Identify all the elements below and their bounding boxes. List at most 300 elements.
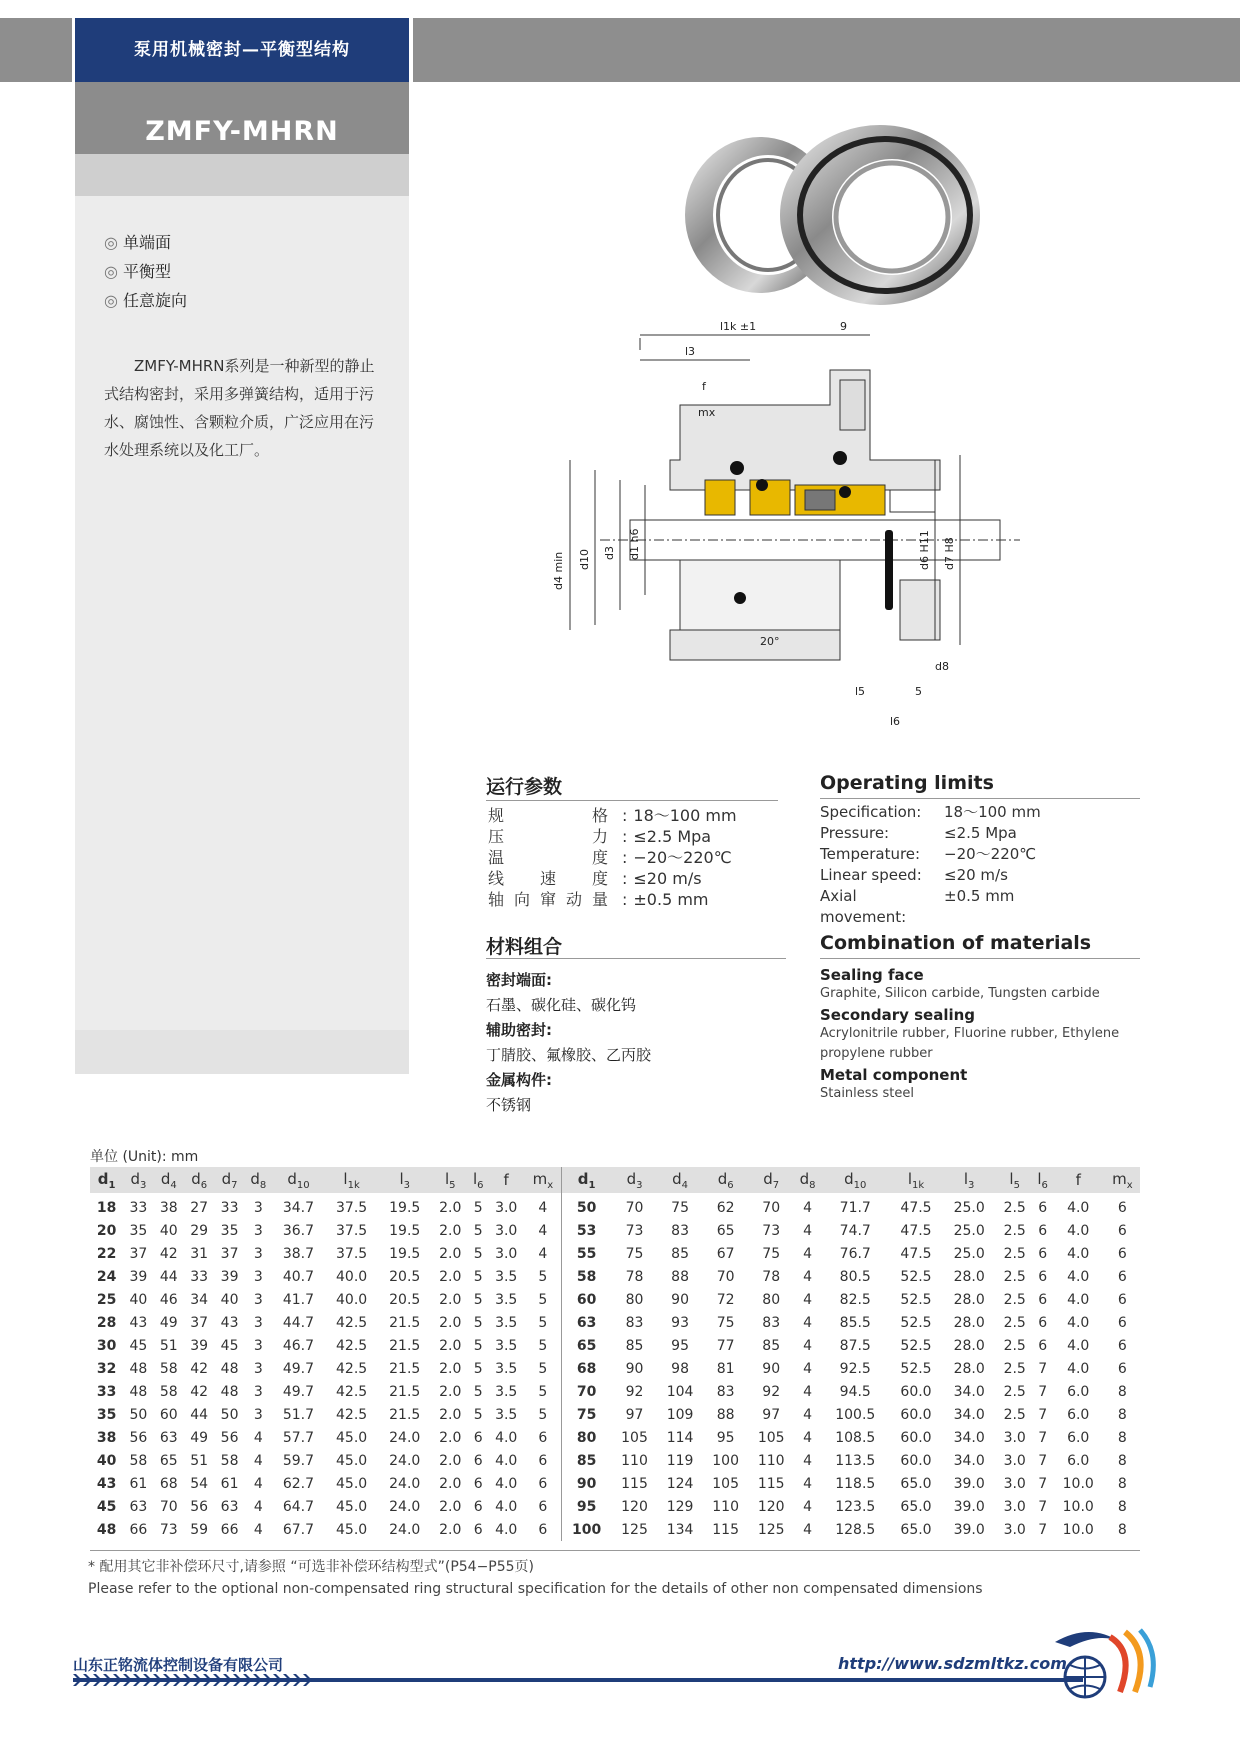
- table-row: [90, 1265, 1140, 1288]
- table-cell: 3.5: [495, 1337, 518, 1354]
- table-cell: 2.0: [439, 1222, 462, 1239]
- table-cell: 3.5: [495, 1268, 518, 1285]
- svg-text:d3: d3: [603, 546, 616, 560]
- feature-list: [104, 228, 187, 315]
- table-cell: 8: [1117, 1429, 1127, 1446]
- table-cell: 2.0: [439, 1429, 462, 1446]
- dimension-table: [90, 1167, 1140, 1541]
- column-header-l6: $l_6$: [469, 1167, 487, 1193]
- company-logo-icon: [1050, 1622, 1160, 1702]
- table-cell: 3: [253, 1383, 263, 1400]
- table-cell: 21.5: [389, 1383, 421, 1400]
- table-cell: 6: [538, 1475, 548, 1492]
- table-cell: 48: [129, 1360, 148, 1377]
- table-cell: 19.5: [389, 1200, 421, 1216]
- table-cell: 48: [220, 1360, 239, 1377]
- header-grey-left: [0, 18, 72, 82]
- table-row: [90, 1518, 1140, 1541]
- column-header-d3: $d_3$: [123, 1167, 153, 1193]
- table-cell: 4.0: [1067, 1314, 1090, 1331]
- table-cell: 4: [538, 1222, 548, 1239]
- table-cell: 6.0: [1067, 1429, 1090, 1446]
- table-cell: 110: [621, 1452, 648, 1469]
- table-cell: 32: [96, 1360, 117, 1377]
- table-cell: 80.5: [839, 1268, 871, 1285]
- column-header-d7: $d_7$: [214, 1167, 244, 1193]
- table-cell: 70: [159, 1498, 178, 1515]
- table-cell: 42.5: [336, 1314, 368, 1331]
- table-cell: 73: [159, 1521, 178, 1538]
- table-cell: 4: [803, 1429, 812, 1446]
- operating-cn-title: 运行参数: [486, 776, 563, 798]
- table-cell: 4: [803, 1291, 812, 1308]
- model-title: ZMFY-MHRN: [75, 82, 409, 154]
- table-cell: 40.0: [336, 1291, 368, 1308]
- table-cell: 6.0: [1067, 1406, 1090, 1423]
- table-cell: 5: [473, 1200, 483, 1216]
- table-cell: 4: [803, 1475, 812, 1492]
- footnote-cn: * 配用其它非补偿环尺寸,请参照 “可选非补偿环结构型式”(P54−P55页): [88, 1559, 535, 1575]
- table-cell: 4: [803, 1406, 812, 1423]
- table-cell: 6.0: [1067, 1383, 1090, 1400]
- table-cell: 31: [190, 1245, 209, 1262]
- table-cell: 65.0: [900, 1498, 932, 1515]
- table-cell: 80: [561, 1426, 612, 1449]
- table-cell: 74.7: [839, 1222, 871, 1239]
- table-cell: 7: [1038, 1475, 1048, 1492]
- column-header-mx: $m_x$: [1105, 1167, 1140, 1193]
- table-cell: 70: [762, 1200, 781, 1216]
- table-cell: 3: [253, 1222, 263, 1239]
- param-label: Temperature:: [820, 845, 921, 863]
- table-cell: 6: [1117, 1245, 1127, 1262]
- table-row: [90, 1242, 1140, 1265]
- table-cell: 60.0: [900, 1452, 932, 1469]
- table-cell: 5: [538, 1406, 548, 1423]
- table-cell: 6: [1117, 1314, 1127, 1331]
- divider: [820, 798, 1140, 799]
- table-cell: 76.7: [839, 1245, 871, 1262]
- table-row: [90, 1288, 1140, 1311]
- table-cell: 36.7: [282, 1222, 315, 1239]
- table-cell: 58: [159, 1383, 178, 1400]
- table-cell: 28: [96, 1314, 117, 1331]
- table-cell: 34.0: [953, 1429, 985, 1446]
- table-cell: 3.0: [1003, 1452, 1026, 1469]
- param-label: 线速度: [488, 869, 608, 888]
- table-row: [90, 1193, 1140, 1219]
- table-cell: 4: [253, 1452, 263, 1469]
- table-cell: 71.7: [839, 1200, 871, 1216]
- table-cell: 95: [716, 1429, 735, 1446]
- column-header-d6: $d_6$: [184, 1167, 214, 1193]
- table-cell: 45.0: [336, 1498, 368, 1515]
- table-cell: 40.7: [282, 1268, 315, 1285]
- table-cell: 63: [129, 1498, 148, 1515]
- column-header-d4: $d_4$: [657, 1167, 703, 1193]
- table-cell: 4: [803, 1222, 812, 1239]
- table-cell: 40: [96, 1452, 117, 1469]
- table-cell: 4: [253, 1429, 263, 1446]
- table-cell: 4: [253, 1521, 263, 1538]
- table-cell: 92: [762, 1383, 781, 1400]
- table-cell: 58: [220, 1452, 239, 1469]
- table-cell: 70: [625, 1200, 644, 1216]
- table-cell: 90: [625, 1360, 644, 1377]
- column-header-d6: $d_6$: [703, 1167, 749, 1193]
- table-cell: 39.0: [953, 1498, 985, 1515]
- sidebar-lower-band: [75, 1030, 409, 1074]
- table-cell: 6: [1038, 1245, 1048, 1262]
- table-cell: 92.5: [839, 1360, 871, 1377]
- material-value: Graphite, Silicon carbide, Tungsten carbide: [820, 986, 1100, 1001]
- table-cell: 66: [129, 1521, 148, 1538]
- table-cell: 42: [190, 1360, 209, 1377]
- table-cell: 4: [803, 1337, 812, 1354]
- table-cell: 110: [712, 1498, 739, 1515]
- table-cell: 3: [253, 1314, 263, 1331]
- column-header-mx: $m_x$: [525, 1167, 561, 1193]
- table-cell: 85: [625, 1337, 644, 1354]
- table-cell: 3.0: [1003, 1521, 1026, 1538]
- table-row: [90, 1449, 1140, 1472]
- param-value: −20～220℃: [633, 848, 732, 867]
- table-cell: 80: [762, 1291, 781, 1308]
- table-cell: 5: [473, 1360, 483, 1377]
- param-label: 规格: [488, 806, 608, 825]
- table-cell: 59.7: [282, 1452, 315, 1469]
- table-cell: 21.5: [389, 1406, 421, 1423]
- table-cell: 2.0: [439, 1337, 462, 1354]
- table-cell: 61: [129, 1475, 148, 1492]
- table-cell: 5: [473, 1314, 483, 1331]
- table-cell: 110: [757, 1452, 785, 1469]
- table-cell: 21.5: [389, 1360, 421, 1377]
- table-cell: 45.0: [336, 1452, 368, 1469]
- table-cell: 75: [716, 1314, 735, 1331]
- param-value: ±0.5 mm: [944, 887, 1015, 905]
- table-cell: 90: [561, 1472, 612, 1495]
- unit-label: 单位 (Unit): mm: [90, 1149, 199, 1165]
- table-cell: 4: [253, 1498, 263, 1515]
- table-cell: 119: [666, 1452, 694, 1469]
- table-cell: 3: [253, 1268, 263, 1285]
- table-cell: 4: [803, 1268, 812, 1285]
- table-cell: 24.0: [389, 1475, 421, 1492]
- table-cell: 4.0: [495, 1452, 518, 1469]
- table-cell: 44.7: [282, 1314, 315, 1331]
- website-link[interactable]: http://www.sdzmltkz.com: [838, 1654, 1067, 1673]
- table-cell: 58: [159, 1360, 178, 1377]
- table-cell: 6: [1117, 1268, 1127, 1285]
- table-cell: 95: [671, 1337, 689, 1354]
- table-cell: 2.5: [1003, 1337, 1026, 1354]
- table-cell: 98: [671, 1360, 689, 1377]
- table-cell: 37: [220, 1245, 239, 1262]
- table-cell: 7: [1038, 1406, 1048, 1423]
- table-cell: 20: [96, 1222, 117, 1239]
- table-cell: 114: [666, 1429, 694, 1446]
- table-cell: 2.0: [439, 1268, 462, 1285]
- table-cell: 49.7: [282, 1360, 315, 1377]
- table-cell: 43: [220, 1314, 239, 1331]
- table-cell: 7: [1038, 1383, 1048, 1400]
- table-cell: 52.5: [900, 1337, 932, 1354]
- table-cell: 2.0: [439, 1200, 462, 1216]
- table-cell: 125: [621, 1521, 648, 1538]
- table-cell: 2.0: [439, 1383, 462, 1400]
- table-cell: 3: [253, 1245, 263, 1262]
- table-cell: 128.5: [835, 1521, 876, 1538]
- svg-text:f: f: [702, 380, 706, 393]
- table-cell: 34: [190, 1291, 209, 1308]
- table-cell: 5: [538, 1268, 548, 1285]
- table-cell: 6: [1117, 1200, 1127, 1216]
- table-cell: 4.0: [1067, 1245, 1090, 1262]
- table-cell: 88: [716, 1406, 735, 1423]
- table-cell: 34.0: [953, 1383, 985, 1400]
- table-cell: 2.0: [439, 1498, 462, 1515]
- table-cell: 4.0: [495, 1429, 518, 1446]
- table-cell: 21.5: [389, 1314, 421, 1331]
- param-value: ≤2.5 Mpa: [633, 827, 712, 846]
- seal-section-drawing: [540, 320, 1040, 740]
- table-cell: 66: [220, 1521, 239, 1538]
- material-label: Sealing face: [820, 966, 924, 984]
- table-cell: 2.0: [439, 1521, 462, 1538]
- table-cell: 63: [220, 1498, 239, 1515]
- table-cell: 2.5: [1003, 1383, 1026, 1400]
- table-cell: 39: [220, 1268, 239, 1285]
- svg-text:d1 h6: d1 h6: [628, 528, 641, 560]
- param-label: Axial movement:: [820, 887, 907, 926]
- table-cell: 28.0: [953, 1360, 985, 1377]
- table-cell: 62.7: [282, 1475, 315, 1492]
- table-cell: 4: [538, 1245, 548, 1262]
- table-cell: 60: [159, 1406, 178, 1423]
- table-cell: 4.0: [1067, 1360, 1090, 1377]
- table-cell: 3: [253, 1406, 263, 1423]
- table-cell: 63: [561, 1311, 612, 1334]
- table-cell: 24.0: [389, 1521, 421, 1538]
- table-cell: 65: [716, 1222, 735, 1239]
- table-cell: 2.0: [439, 1314, 462, 1331]
- table-cell: 43: [96, 1475, 117, 1492]
- table-cell: 6.0: [1067, 1452, 1090, 1469]
- table-cell: 22: [96, 1245, 117, 1262]
- table-cell: 59: [190, 1521, 209, 1538]
- material-value: 丁腈胶、氟橡胶、乙丙胶: [486, 1046, 652, 1064]
- table-cell: 2.5: [1003, 1360, 1026, 1377]
- column-header-f: f: [1052, 1167, 1105, 1193]
- table-cell: 49: [159, 1314, 178, 1331]
- table-cell: 4.0: [1067, 1200, 1090, 1216]
- table-cell: 10.0: [1062, 1521, 1094, 1538]
- table-cell: 51: [190, 1452, 209, 1469]
- table-cell: 49.7: [282, 1383, 315, 1400]
- table-bottom-rule: [90, 1550, 1140, 1551]
- header-grey-right: [413, 18, 1240, 82]
- table-cell: 2.5: [1003, 1406, 1026, 1423]
- table-cell: 5: [473, 1268, 483, 1285]
- svg-text:d7 H8: d7 H8: [943, 537, 956, 570]
- table-cell: 4: [803, 1383, 812, 1400]
- table-cell: 44: [190, 1406, 209, 1423]
- table-cell: 90: [671, 1291, 689, 1308]
- table-cell: 73: [625, 1222, 644, 1239]
- table-cell: 124: [666, 1475, 694, 1492]
- table-cell: 40: [159, 1222, 178, 1239]
- column-header-d1: $d_1$: [561, 1167, 612, 1193]
- table-cell: 64.7: [282, 1498, 315, 1515]
- table-cell: 118.5: [835, 1475, 876, 1492]
- param-value: −20～220℃: [944, 845, 1037, 863]
- param-label: 轴向窜动量: [488, 890, 608, 909]
- table-cell: 52.5: [900, 1291, 932, 1308]
- param-value: 18～100 mm: [633, 806, 737, 825]
- divider: [820, 958, 1140, 959]
- column-header-l5: $l_5$: [431, 1167, 469, 1193]
- param-label: Linear speed:: [820, 866, 922, 884]
- table-cell: 48: [220, 1383, 239, 1400]
- operating-cn-list: 规格 : 18～100 mm 压力 : ≤2.5 Mpa 温度 : −20～220℃ 线速度 : ≤20 m/s 轴向窜动量 : ±0.5 mm: [488, 806, 737, 909]
- table-cell: 33: [129, 1200, 148, 1216]
- table-cell: 60.0: [900, 1429, 932, 1446]
- operating-en-title: Operating limits: [820, 772, 994, 794]
- table-cell: 4: [803, 1521, 812, 1538]
- table-cell: 100: [561, 1518, 612, 1541]
- table-cell: 7: [1038, 1429, 1048, 1446]
- divider: [486, 800, 778, 801]
- table-cell: 3.0: [1003, 1429, 1026, 1446]
- svg-text:mx: mx: [698, 406, 716, 419]
- table-cell: 10.0: [1062, 1498, 1094, 1515]
- material-label: Metal component: [820, 1066, 968, 1084]
- table-cell: 46: [159, 1291, 178, 1308]
- table-cell: 5: [538, 1314, 548, 1331]
- table-cell: 48: [96, 1521, 117, 1538]
- table-cell: 20.5: [389, 1268, 421, 1285]
- table-cell: 19.5: [389, 1245, 421, 1262]
- column-header-d7: $d_7$: [748, 1167, 794, 1193]
- param-value: 18～100 mm: [944, 803, 1041, 821]
- table-cell: 54: [190, 1475, 209, 1492]
- table-cell: 80: [625, 1291, 644, 1308]
- material-value: 不锈钢: [486, 1096, 532, 1114]
- table-cell: 5: [473, 1245, 483, 1262]
- table-cell: 42.5: [336, 1360, 368, 1377]
- table-cell: 56: [190, 1498, 209, 1515]
- table-cell: 43: [129, 1314, 148, 1331]
- table-cell: 48: [129, 1383, 148, 1400]
- table-cell: 65: [561, 1334, 612, 1357]
- table-cell: 113.5: [835, 1452, 876, 1469]
- table-cell: 37.5: [336, 1222, 368, 1239]
- table-cell: 6: [1038, 1268, 1048, 1285]
- table-cell: 28.0: [953, 1314, 985, 1331]
- table-cell: 8: [1117, 1383, 1127, 1400]
- table-cell: 109: [666, 1406, 694, 1423]
- table-cell: 83: [625, 1314, 644, 1331]
- table-cell: 2.5: [1003, 1245, 1026, 1262]
- table-cell: 49: [190, 1429, 209, 1446]
- table-cell: 21.5: [389, 1337, 421, 1354]
- table-cell: 75: [625, 1245, 644, 1262]
- footnote: [88, 1556, 983, 1600]
- table-cell: 56: [129, 1429, 148, 1446]
- table-cell: 4: [803, 1314, 812, 1331]
- table-cell: 6: [473, 1521, 483, 1538]
- table-cell: 60: [561, 1288, 612, 1311]
- table-cell: 6: [538, 1452, 548, 1469]
- column-header-l1k: $l_{1k}$: [889, 1167, 942, 1193]
- table-cell: 94.5: [839, 1383, 871, 1400]
- table-cell: 56: [220, 1429, 239, 1446]
- table-cell: 2.0: [439, 1475, 462, 1492]
- table-cell: 4.0: [495, 1521, 518, 1538]
- table-cell: 85: [671, 1245, 689, 1262]
- table-cell: 58: [561, 1265, 612, 1288]
- table-cell: 29: [190, 1222, 209, 1239]
- table-cell: 47.5: [900, 1245, 932, 1262]
- table-cell: 83: [762, 1314, 781, 1331]
- table-cell: 57.7: [282, 1429, 315, 1446]
- footer-chevrons: [73, 1674, 323, 1686]
- table-cell: 7: [1038, 1498, 1048, 1515]
- table-cell: 45: [220, 1337, 239, 1354]
- table-cell: 28.0: [953, 1268, 985, 1285]
- table-cell: 73: [762, 1222, 781, 1239]
- table-cell: 50: [220, 1406, 239, 1423]
- material-value: Acrylonitrile rubber, Fluorine rubber, Ethylene propylene rubber: [820, 1026, 1120, 1061]
- table-cell: 120: [621, 1498, 648, 1515]
- table-cell: 75: [762, 1245, 781, 1262]
- table-cell: 42.5: [336, 1337, 368, 1354]
- param-value: ≤2.5 Mpa: [944, 824, 1017, 842]
- feature-item: ◎ 单端面: [104, 228, 187, 257]
- table-cell: 2.5: [1003, 1291, 1026, 1308]
- table-cell: 42.5: [336, 1383, 368, 1400]
- table-cell: 2.0: [439, 1406, 462, 1423]
- table-cell: 19.5: [389, 1222, 421, 1239]
- table-cell: 47.5: [900, 1200, 932, 1216]
- table-cell: 97: [625, 1406, 644, 1423]
- table-cell: 3.5: [495, 1383, 518, 1400]
- table-cell: 85.5: [839, 1314, 871, 1331]
- table-cell: 25: [96, 1291, 117, 1308]
- table-cell: 37.5: [336, 1200, 368, 1216]
- table-cell: 108.5: [835, 1429, 876, 1446]
- table-cell: 38: [96, 1429, 117, 1446]
- table-cell: 24.0: [389, 1452, 421, 1469]
- table-cell: 6: [1038, 1200, 1048, 1216]
- table-cell: 2.0: [439, 1360, 462, 1377]
- table-cell: 37: [190, 1314, 209, 1331]
- param-label: Pressure:: [820, 824, 890, 842]
- svg-text:9: 9: [840, 320, 847, 333]
- table-cell: 4: [803, 1498, 812, 1515]
- table-cell: 105: [712, 1475, 739, 1492]
- sidebar: [75, 196, 409, 1074]
- table-cell: 37.5: [336, 1245, 368, 1262]
- table-cell: 7: [1038, 1360, 1048, 1377]
- table-cell: 6: [538, 1521, 548, 1538]
- material-label: 金属构件:: [486, 1071, 552, 1089]
- table-cell: 75: [561, 1403, 612, 1426]
- table-row: [90, 1403, 1140, 1426]
- product-description: ZMFY-MHRN系列是一种新型的静止式结构密封，采用多弹簧结构，适用于污水、腐蚀性、含颗粒介质，广泛应用在污水处理系统以及化工厂。: [104, 357, 375, 459]
- column-header-d1: $d_1$: [90, 1167, 123, 1193]
